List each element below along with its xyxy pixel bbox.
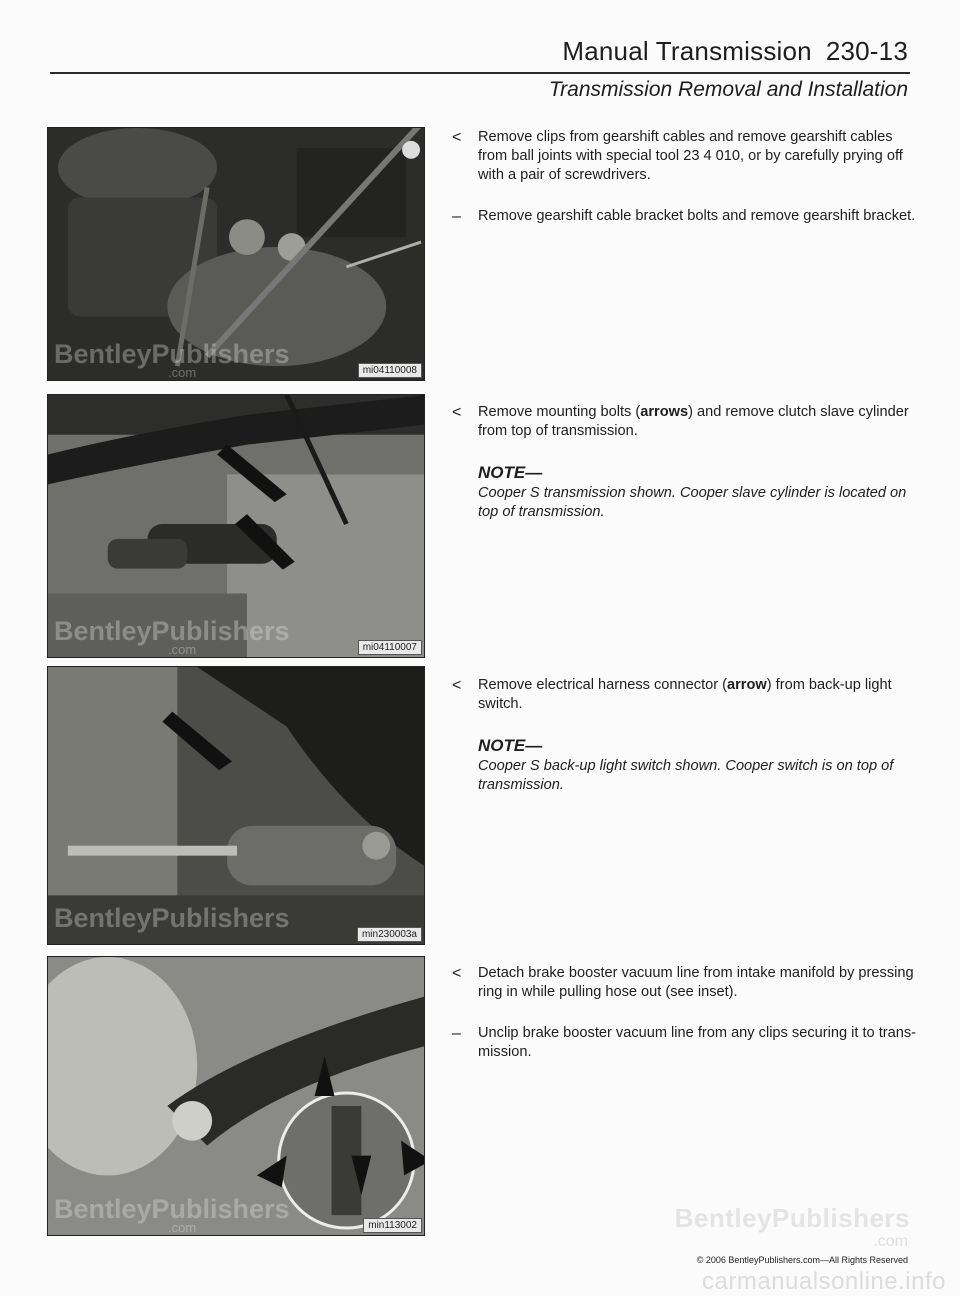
step-text: Detach brake booster vacuum line from intake manifold by pressing ring in while pulling hose out (see inset).: [478, 965, 914, 1000]
arrow-pointer-icon: <: [452, 965, 462, 982]
step-text-before: Remove mounting bolts (: [478, 404, 641, 420]
step-text: Remove gearshift cable bracket bolts and remove gearshift bracket.: [478, 208, 916, 224]
photo-code: min113002: [363, 1218, 422, 1233]
step-emphasis: arrows: [640, 404, 689, 420]
instruction-block-2: [452, 403, 917, 522]
instruction-step: [452, 1024, 917, 1062]
step-text: Remove clips from gearshift cables and remove gearshift cables from ball joints with special tool 23 4 010, or by carefully prying off with a pair of screwdrivers.: [478, 129, 903, 183]
note-text: Cooper S transmission shown. Cooper slave cylinder is located on top of transmission.: [478, 485, 907, 520]
step-text: Unclip brake booster vacuum line from any clips securing it to trans-mission.: [478, 1025, 916, 1060]
photo-code: mi04110008: [358, 363, 422, 378]
photo-watermark-sub: .com: [168, 1220, 197, 1235]
instruction-block-3: [452, 676, 917, 795]
photo-watermark-sub: .com: [168, 365, 197, 380]
step-text-before: Remove electrical harness connector (: [478, 677, 728, 693]
publisher-watermark: BentleyPublishers: [674, 1203, 910, 1233]
photo-slave-cylinder: [47, 394, 425, 658]
note-label: NOTE—: [478, 736, 543, 755]
photo-watermark: BentleyPublishers: [54, 1194, 290, 1224]
instruction-step: [452, 207, 917, 226]
page-header: [562, 36, 908, 67]
photo-watermark: BentleyPublishers: [54, 339, 290, 369]
instruction-block-1: [452, 128, 917, 248]
note-label: NOTE—: [478, 463, 543, 482]
instruction-step: [452, 128, 917, 185]
dash-icon: –: [452, 1025, 461, 1042]
photo-gearshift-cables: [47, 127, 425, 381]
step-emphasis: arrow: [727, 677, 767, 693]
publisher-watermark-sub: .com: [873, 1233, 908, 1250]
photo-watermark: BentleyPublishers: [54, 616, 290, 646]
chapter-title: Manual Transmission: [562, 36, 812, 66]
instruction-step: [452, 676, 917, 714]
photo-vacuum-line: [47, 956, 425, 1236]
header-divider: [50, 72, 910, 74]
photo-watermark: BentleyPublishers: [54, 903, 290, 933]
step-text-after: ) from back-up light switch.: [478, 677, 892, 712]
photo-backup-light-switch: [47, 666, 425, 945]
arrow-pointer-icon: <: [452, 677, 462, 694]
instruction-step: [452, 403, 917, 441]
note-text: Cooper S back-up light switch shown. Cooper switch is on top of transmission.: [478, 758, 894, 793]
step-text-after: ) and remove clutch slave cylinder from top of transmission.: [478, 404, 909, 439]
photo-code: mi04110007: [358, 640, 422, 655]
section-subtitle: Transmission Removal and Installation: [548, 78, 908, 101]
photo-watermark-sub: .com: [168, 642, 197, 657]
instruction-block-4: [452, 964, 917, 1084]
site-watermark: carmanualsonline.info: [702, 1268, 946, 1295]
instruction-step: [452, 964, 917, 1002]
page-number: 230-13: [825, 36, 908, 66]
dash-icon: –: [452, 208, 461, 225]
arrow-pointer-icon: <: [452, 129, 462, 146]
photo-code: min230003a: [357, 927, 422, 942]
arrow-pointer-icon: <: [452, 404, 462, 421]
copyright-notice: © 2006 BentleyPublishers.com—All Rights Reserved: [696, 1255, 908, 1265]
